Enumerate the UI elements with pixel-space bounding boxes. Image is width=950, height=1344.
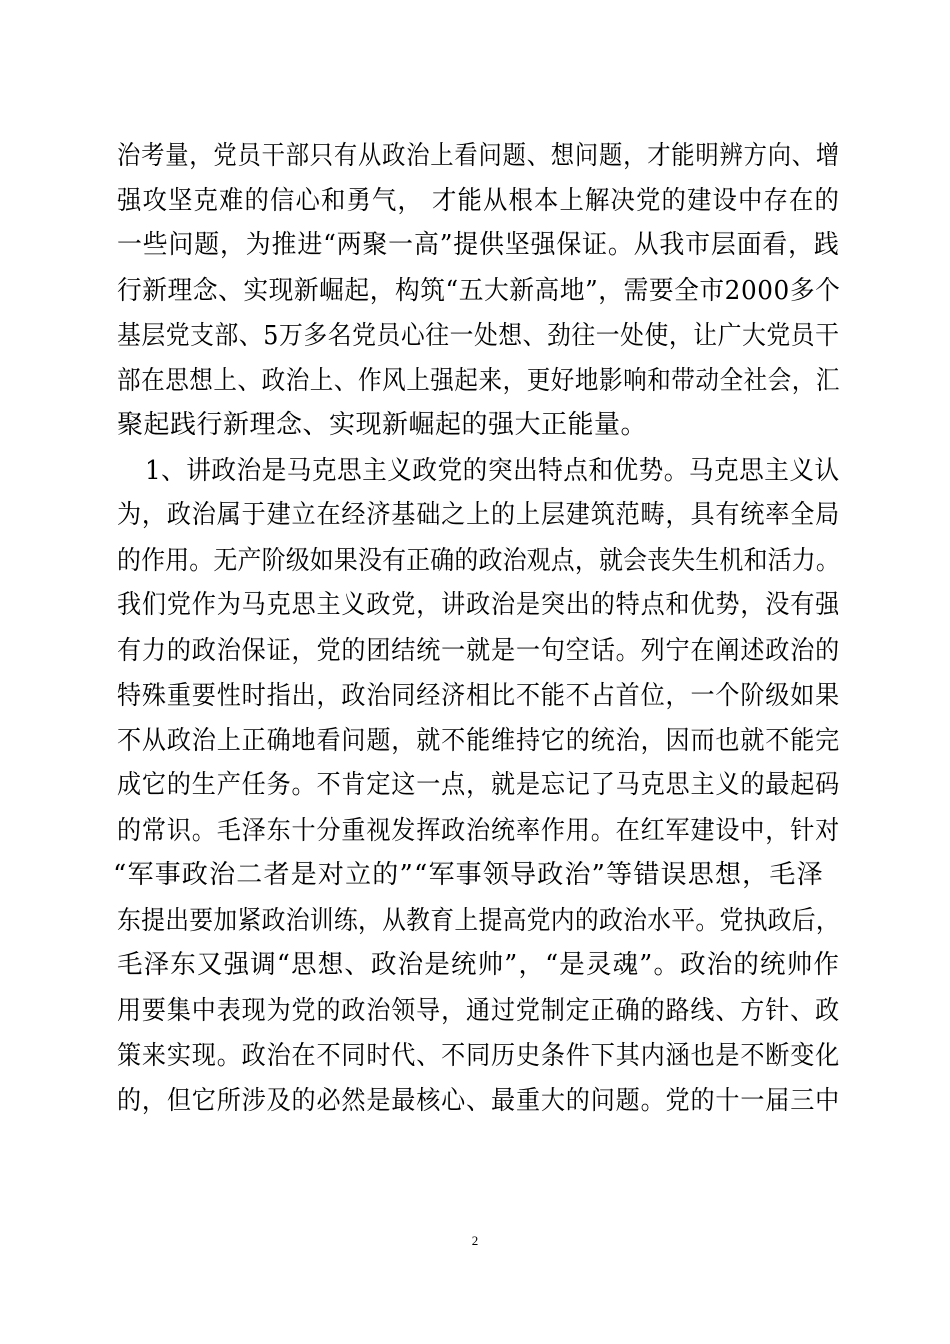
text-line: 治考量，党员干部只有从政治上看问题、想问题，才能明辨方向、增 [117,141,841,171]
text-line: 行新理念、实现新崛起，构筑“五大新高地”，需要全市2000多个 [117,276,841,306]
text-line: 部在思想上、政治上、作风上强起来，更好地影响和带动全社会，汇 [117,366,841,396]
text-line: 的，但它所涉及的必然是最核心、最重大的问题。党的十一届三中 [117,1086,841,1116]
text-line: 用要集中表现为党的政治领导，通过党制定正确的路线、方针、政 [117,996,841,1026]
text-line: 的作用。无产阶级如果没有正确的政治观点，就会丧失生机和活力。 [117,546,840,576]
text-line: 特殊重要性时指出，政治同经济相比不能不占首位，一个阶级如果 [117,681,841,711]
page-number: 2 [471,1233,479,1248]
text-line: 聚起践行新理念、实现新崛起的强大正能量。 [117,410,648,440]
text-line: “军事政治二者是对立的”“军事领导政治”等错误思想，毛泽 [113,860,824,890]
text-line: 策来实现。政治在不同时代、不同历史条件下其内涵也是不断变化 [117,1041,841,1071]
text-line: 成它的生产任务。不肯定这一点，就是忘记了马克思主义的最起码 [117,770,841,800]
text-line: 不从政治上正确地看问题，就不能维持它的统治，因而也就不能完 [117,726,841,756]
text-line: 东提出要加紧政治训练，从教育上提高党内的政治水平。党执政后， [117,906,840,936]
text-line: 的常识。毛泽东十分重视发挥政治统率作用。在红军建设中，针对 [117,816,841,846]
text-line: 一些问题，为推进“两聚一高”提供坚强保证。从我市层面看，践 [117,230,840,260]
paragraph-first-line: 1、讲政治是马克思主义政党的突出特点和优势。马克思主义认 [145,456,840,486]
text-line: 有力的政治保证，党的团结统一就是一句空话。列宁在阐述政治的 [117,636,841,666]
text-line: 强攻坚克难的信心和勇气， 才能从根本上解决党的建设中存在的 [117,186,841,216]
text-line: 毛泽东又强调“思想、政治是统帅”，“是灵魂”。政治的统帅作 [117,950,840,980]
text-line: 为，政治属于建立在经济基础之上的上层建筑范畴，具有统率全局 [117,500,841,530]
text-line: 我们党作为马克思主义政党，讲政治是突出的特点和优势，没有强 [117,590,841,620]
text-line: 基层党支部、5万多名党员心往一处想、劲往一处使，让广大党员干 [117,321,840,351]
